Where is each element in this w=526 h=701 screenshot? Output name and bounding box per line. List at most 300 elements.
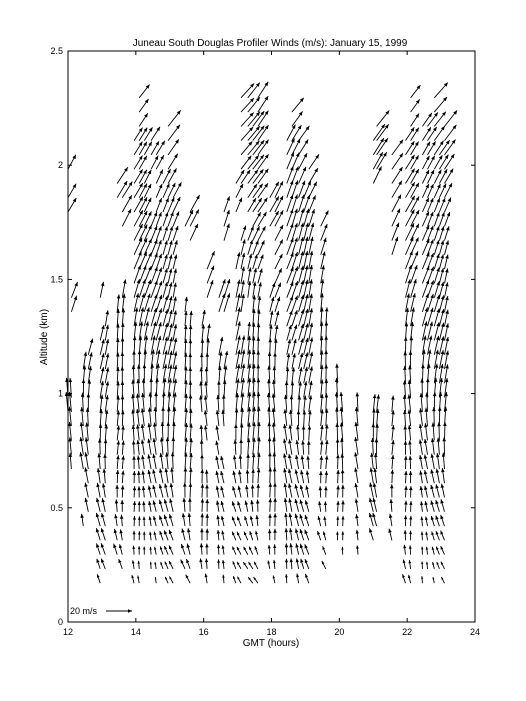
wind-vector	[300, 559, 304, 569]
wind-vector	[325, 471, 329, 483]
wind-vector	[436, 547, 439, 555]
wind-vector	[241, 98, 254, 112]
wind-vector	[434, 240, 439, 255]
wind-vector	[241, 280, 245, 298]
scale-key-vector	[106, 609, 132, 613]
wind-vector	[121, 426, 125, 441]
wind-vector	[408, 425, 412, 440]
wind-vector	[424, 439, 428, 455]
wind-vector	[309, 168, 318, 183]
wind-vector	[201, 499, 205, 512]
wind-vector	[116, 455, 120, 469]
wind-vector	[436, 453, 440, 469]
wind-vector	[103, 454, 107, 469]
wind-vector	[232, 547, 236, 555]
wind-vector	[404, 501, 408, 512]
wind-vector	[139, 113, 148, 126]
wind-vector	[430, 485, 434, 498]
wind-vectors	[65, 82, 457, 583]
wind-vector	[100, 339, 105, 355]
wind-vector	[422, 113, 432, 127]
wind-vector	[96, 483, 100, 498]
wind-vector	[258, 183, 268, 198]
wind-vector	[248, 97, 260, 112]
wind-vector	[305, 574, 309, 583]
wind-vector	[269, 325, 273, 341]
wind-vector	[199, 558, 202, 569]
wind-vector	[434, 141, 443, 155]
wind-vector	[216, 515, 219, 526]
wind-vector	[168, 197, 174, 212]
wind-vector	[173, 269, 177, 284]
wind-vector	[268, 467, 272, 483]
wind-vector	[184, 325, 188, 341]
wind-vector	[391, 425, 395, 440]
wind-vector	[98, 439, 102, 455]
wind-vector	[101, 498, 105, 512]
wind-vector	[101, 513, 105, 526]
wind-vector	[406, 127, 415, 140]
wind-vector	[437, 562, 440, 569]
wind-vector	[409, 531, 412, 541]
wind-vector	[143, 547, 146, 555]
wind-vector	[246, 470, 250, 484]
wind-vector	[164, 515, 168, 526]
wind-vector	[403, 425, 407, 440]
wind-vector	[220, 456, 224, 469]
wind-vector	[172, 422, 176, 440]
x-tick-label: 18	[266, 627, 277, 637]
wind-vector	[169, 577, 173, 584]
wind-vector	[375, 424, 379, 441]
wind-vector	[341, 454, 345, 470]
wind-vector	[216, 501, 220, 512]
wind-vector	[439, 268, 444, 283]
wind-vector	[325, 393, 329, 412]
wind-vector	[105, 339, 109, 355]
wind-vector	[269, 483, 273, 498]
wind-vector	[270, 211, 279, 226]
wind-vector	[243, 562, 248, 569]
wind-vector	[391, 396, 395, 412]
wind-vector	[170, 483, 174, 498]
wind-vector	[409, 471, 413, 483]
wind-vector	[205, 574, 208, 584]
wind-vector	[236, 252, 241, 269]
wind-vector	[431, 532, 434, 541]
wind-vector	[306, 471, 310, 484]
wind-vector	[138, 561, 141, 569]
wind-vector	[421, 576, 423, 583]
wind-vector	[434, 184, 440, 198]
wind-vector	[253, 226, 260, 240]
wind-vector	[253, 169, 264, 183]
wind-vector	[181, 544, 185, 555]
wind-vector	[173, 283, 177, 298]
wind-vector	[189, 483, 193, 498]
wind-vector	[164, 499, 168, 512]
wind-vector	[154, 562, 156, 569]
wind-vector	[134, 197, 143, 212]
wind-vector	[80, 514, 84, 526]
wind-vector	[248, 577, 253, 583]
wind-vector	[434, 97, 447, 112]
wind-vector	[301, 455, 305, 469]
wind-vector	[188, 513, 192, 526]
wind-vector	[370, 468, 374, 484]
wind-vector	[245, 485, 249, 497]
wind-vector	[432, 547, 435, 555]
x-tick-label: 12	[62, 627, 74, 637]
wind-vector	[173, 240, 178, 255]
wind-vector	[164, 484, 168, 498]
wind-vector	[301, 440, 305, 454]
wind-vector	[445, 226, 450, 240]
wind-vector	[303, 396, 307, 412]
wind-vector	[354, 437, 358, 455]
wind-vector	[134, 224, 143, 241]
wind-vector	[79, 452, 83, 469]
wind-vector	[249, 562, 253, 569]
wind-vector	[336, 470, 340, 483]
wind-vector	[275, 268, 282, 283]
wind-vector	[117, 425, 121, 440]
wind-vector	[325, 424, 329, 440]
wind-vector	[421, 547, 424, 555]
wind-vector	[96, 498, 100, 512]
wind-vector	[299, 353, 304, 369]
wind-vector	[426, 562, 428, 569]
wind-vector	[169, 514, 173, 526]
wind-vector	[445, 140, 456, 155]
wind-vector	[288, 439, 292, 454]
wind-vector	[299, 309, 305, 326]
wind-vector	[173, 297, 177, 312]
wind-vector	[445, 240, 450, 254]
wind-vector	[258, 82, 268, 98]
wind-vector	[200, 353, 204, 369]
wind-vector	[117, 440, 121, 454]
wind-vector	[253, 254, 258, 269]
wind-vector	[221, 410, 225, 426]
wind-vector	[232, 486, 236, 497]
wind-vector	[300, 514, 304, 526]
wind-vector	[147, 454, 151, 469]
wind-vector	[186, 575, 190, 584]
wind-vector	[115, 499, 119, 511]
wind-vector	[250, 516, 253, 526]
wind-vector	[439, 240, 444, 255]
wind-vector	[275, 297, 280, 312]
wind-vector	[173, 310, 177, 326]
wind-vector	[420, 486, 424, 498]
wind-vector	[96, 513, 100, 526]
wind-vector	[237, 547, 241, 555]
wind-vector	[336, 439, 340, 455]
wind-vector	[425, 532, 428, 541]
wind-vector	[441, 468, 445, 483]
wind-vector	[105, 367, 109, 383]
wind-vector	[100, 282, 104, 298]
wind-vector	[220, 471, 224, 483]
wind-vector	[270, 283, 276, 298]
wind-vector	[422, 184, 428, 198]
wind-vector	[289, 410, 293, 426]
wind-vector	[237, 532, 241, 541]
wind-vector	[295, 455, 299, 469]
wind-vector	[292, 296, 298, 312]
wind-vector	[421, 561, 423, 569]
wind-vector	[150, 562, 152, 569]
wind-vector	[163, 212, 168, 226]
wind-vector	[336, 485, 340, 497]
wind-vector	[292, 310, 298, 326]
wind-vector	[168, 255, 172, 270]
wind-vector	[205, 470, 209, 484]
wind-vector	[215, 456, 219, 469]
wind-vector	[187, 544, 191, 555]
wind-vector	[200, 543, 204, 554]
wind-vector	[273, 560, 276, 569]
wind-vector	[305, 485, 309, 497]
wind-vector	[134, 183, 143, 198]
y-tick-label: 0.5	[50, 502, 63, 513]
wind-vector	[305, 544, 309, 554]
wind-vector	[200, 425, 204, 441]
wind-vector	[289, 425, 293, 441]
wind-vector	[287, 325, 292, 341]
wind-vector	[283, 468, 287, 483]
wind-vector	[96, 543, 100, 554]
wind-vector	[100, 325, 105, 341]
wind-vector	[168, 110, 181, 126]
wind-vector	[105, 325, 109, 341]
wind-vector	[255, 546, 258, 554]
wind-vector	[285, 574, 288, 583]
wind-vector	[431, 438, 435, 455]
wind-vector	[304, 381, 308, 397]
wind-vector	[283, 453, 287, 469]
wind-vector	[432, 562, 434, 569]
wind-vector	[149, 516, 152, 526]
wind-vector	[372, 409, 376, 427]
wind-vector	[270, 196, 279, 212]
wind-vector	[222, 560, 225, 569]
wind-vector	[305, 559, 309, 569]
wind-vector	[100, 353, 105, 369]
wind-vector	[305, 500, 309, 512]
wind-vector	[233, 455, 237, 469]
wind-vector	[137, 576, 139, 584]
wind-vector	[239, 455, 243, 469]
wind-vector	[392, 237, 398, 255]
wind-vector	[420, 517, 423, 527]
wind-vector	[421, 532, 424, 541]
wind-vector	[250, 500, 254, 512]
wind-vector	[159, 531, 163, 540]
wind-vector	[132, 425, 136, 440]
wind-vector	[149, 532, 152, 541]
wind-vector	[431, 516, 435, 526]
wind-vector	[221, 516, 224, 526]
wind-vector	[354, 483, 358, 497]
wind-vector	[445, 198, 451, 212]
wind-vector	[165, 453, 169, 470]
wind-vector	[79, 437, 83, 455]
wind-vector	[299, 153, 307, 169]
wind-vector	[168, 125, 180, 141]
wind-vector	[247, 438, 251, 455]
wind-vector	[222, 545, 225, 554]
wind-vector	[168, 139, 179, 155]
wind-vector	[273, 483, 277, 498]
wind-vector	[355, 514, 359, 526]
wind-vector	[141, 440, 145, 455]
wind-vector	[189, 311, 193, 326]
wind-vector	[305, 515, 309, 526]
wind-vector	[430, 469, 434, 483]
wind-vector	[256, 484, 260, 498]
wind-vector	[132, 456, 136, 469]
wind-vector	[249, 547, 253, 555]
wind-vector	[121, 367, 125, 384]
wind-vector	[321, 238, 327, 255]
wind-vector	[139, 99, 148, 112]
wind-vector	[233, 561, 236, 569]
wind-vector	[117, 167, 128, 183]
wind-vector	[320, 425, 324, 441]
wind-vector	[121, 456, 125, 469]
wind-vector	[200, 513, 204, 526]
wind-vector	[273, 513, 277, 526]
wind-vector	[404, 486, 408, 498]
wind-vector	[115, 485, 119, 498]
wind-vector	[255, 531, 258, 541]
wind-vector	[255, 515, 259, 526]
wind-vector	[163, 268, 168, 283]
wind-vector	[139, 85, 149, 98]
wind-vector	[147, 439, 151, 455]
wind-vector	[323, 531, 326, 540]
wind-vector	[408, 575, 411, 583]
wind-vector	[320, 456, 324, 469]
wind-vector	[204, 381, 208, 397]
wind-vector	[155, 577, 157, 583]
wind-vector	[309, 209, 315, 226]
wind-vector	[189, 409, 193, 426]
wind-vector	[206, 338, 210, 355]
wind-vector	[84, 467, 88, 483]
wind-vector	[114, 514, 118, 526]
wind-vector	[308, 426, 312, 441]
wind-vector	[370, 453, 374, 469]
wind-vector	[221, 531, 224, 541]
wind-vector	[163, 240, 168, 254]
wind-vector	[165, 468, 169, 483]
wind-vector	[406, 141, 415, 155]
wind-vector	[189, 367, 193, 383]
wind-vector	[168, 226, 173, 240]
wind-vector	[133, 486, 137, 497]
wind-vector	[341, 531, 344, 540]
wind-vector	[189, 325, 193, 341]
wind-vector	[222, 575, 225, 584]
wind-vector	[304, 338, 309, 355]
wind-vector	[445, 125, 457, 141]
wind-vector	[419, 471, 423, 484]
wind-vector	[122, 182, 132, 198]
wind-vector	[96, 528, 100, 540]
wind-vector	[275, 210, 283, 226]
wind-vector	[104, 424, 108, 440]
wind-vector	[439, 198, 445, 212]
wind-vector	[439, 140, 449, 155]
wind-vector	[241, 226, 246, 241]
wind-vector	[205, 484, 209, 497]
wind-vector	[101, 543, 106, 554]
wind-vector	[292, 325, 297, 341]
wind-vector	[322, 561, 326, 569]
wind-vector	[300, 485, 304, 498]
wind-vector	[300, 544, 304, 555]
wind-vector	[309, 366, 313, 383]
wind-vector	[309, 352, 313, 369]
wind-vector	[355, 499, 359, 512]
wind-vector	[404, 471, 408, 483]
wind-vector	[295, 484, 299, 497]
wind-vector	[202, 310, 206, 326]
wind-vector	[323, 516, 326, 526]
wind-vector	[391, 455, 395, 469]
wind-vector	[321, 210, 329, 226]
wind-vector	[439, 226, 444, 240]
wind-vector	[435, 500, 439, 512]
wind-vector	[306, 456, 310, 469]
wind-vector	[408, 410, 412, 427]
wind-vector	[373, 468, 377, 483]
wind-vector	[307, 441, 311, 455]
wind-vector	[325, 379, 329, 398]
wind-vector	[268, 338, 272, 355]
wind-vector	[371, 438, 375, 455]
wind-vector	[289, 543, 293, 554]
wind-vector	[166, 437, 170, 455]
wind-vector	[241, 113, 254, 127]
wind-vector	[254, 577, 258, 583]
wind-vector	[159, 469, 163, 484]
scale-key	[70, 606, 132, 616]
wind-vector	[298, 381, 302, 397]
wind-vector	[182, 513, 186, 526]
wind-vector	[122, 209, 131, 226]
wind-vector	[253, 282, 257, 298]
wind-vector	[248, 83, 260, 98]
wind-vector	[204, 396, 208, 412]
wind-vector	[403, 545, 406, 555]
wind-vector	[105, 353, 109, 369]
wind-vector	[273, 366, 277, 383]
wind-vector	[403, 560, 406, 569]
wind-vector	[121, 323, 125, 341]
wind-vector	[236, 198, 242, 212]
wind-vector	[159, 515, 163, 526]
wind-vector	[143, 517, 146, 527]
wind-vector	[103, 469, 107, 484]
wind-vector	[304, 367, 308, 383]
wind-vector	[406, 210, 415, 227]
wind-vector	[97, 574, 100, 583]
wind-vector	[268, 545, 271, 555]
